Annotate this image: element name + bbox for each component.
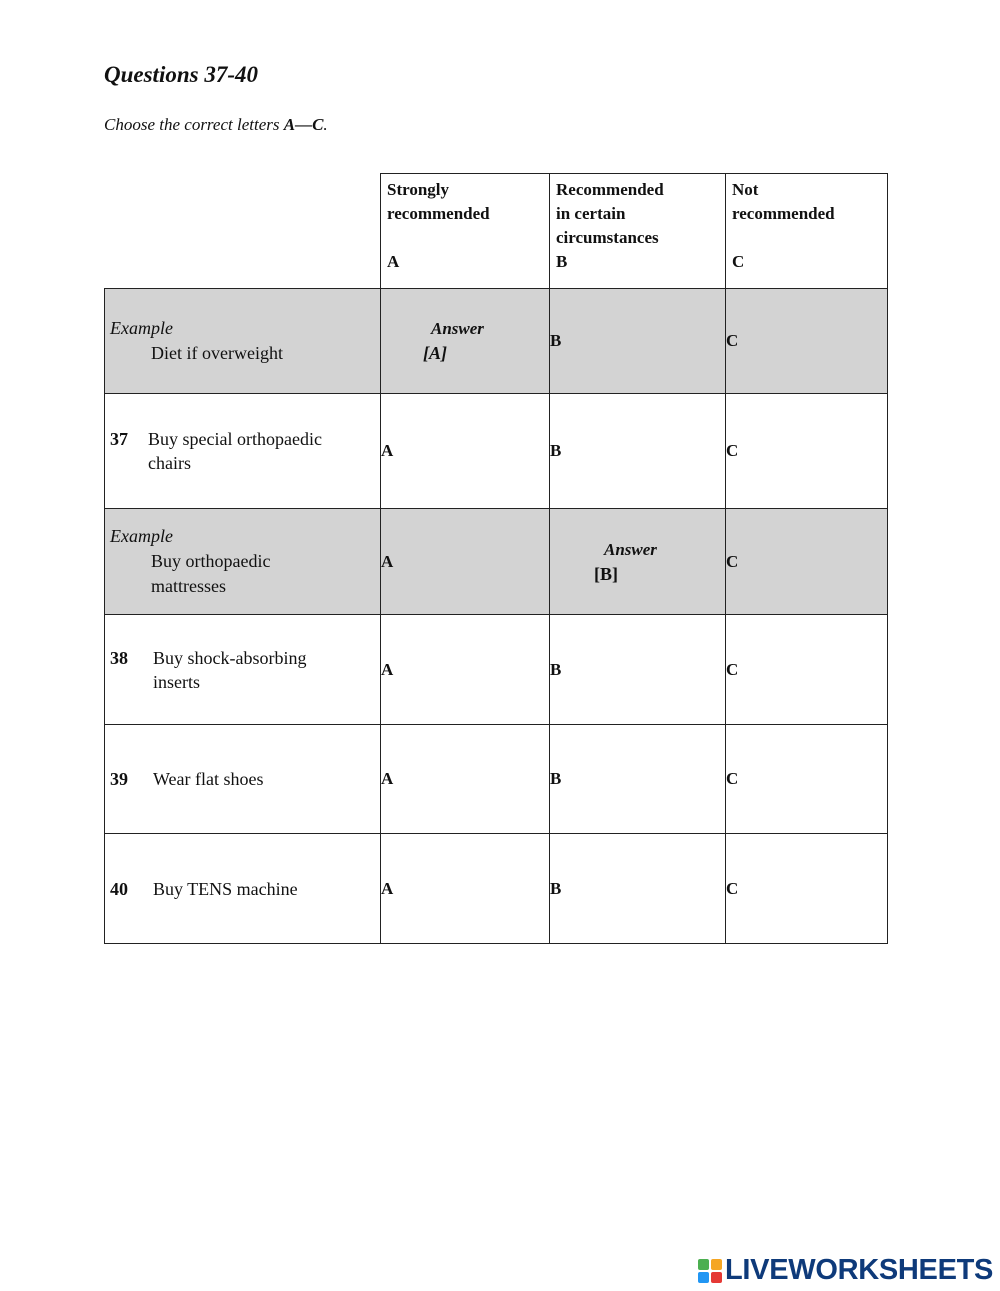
question-37-line-1: Buy special orthopaedic [148,429,322,449]
question-37-option-b[interactable]: B [550,394,726,509]
question-39-option-b[interactable]: B [550,725,726,834]
question-38-option-c[interactable]: C [726,615,888,725]
page-title: Questions 37-40 [104,62,258,87]
instruction-prefix: Choose the correct letters [104,115,284,134]
example-1-text: Diet if overweight [151,343,283,363]
header-blank-cell [105,174,381,289]
example-1-statement [105,289,381,394]
question-37-option-c[interactable]: C [726,394,888,509]
question-39-statement [105,725,381,834]
question-37-option-a[interactable]: A [381,394,550,509]
column-header-c [726,174,888,289]
question-38-statement [105,615,381,725]
answer-word: Answer [604,539,657,559]
column-a-line-1: Strongly [387,180,450,199]
question-40-option-a[interactable]: A [381,834,550,944]
instruction-range: A—C [283,115,324,134]
header-row [105,174,888,289]
question-number: 39 [110,769,128,789]
instruction-text [104,115,328,135]
column-b-line-3: circumstances [556,228,659,247]
column-a-line-2: recommended [387,204,490,223]
column-a-letter: A [387,252,400,271]
question-row-38 [105,615,888,725]
question-row-39 [105,725,888,834]
liveworksheets-logo [698,1254,993,1287]
example-1-answer-cell [381,289,550,394]
question-row-37 [105,394,888,509]
logo-block [698,1272,709,1283]
logo-blocks-icon [698,1259,722,1283]
question-38-line-2: inserts [153,671,200,692]
question-37-line-2: chairs [148,453,191,473]
question-39-option-c[interactable]: C [726,725,888,834]
question-40-statement [105,834,381,944]
question-40-option-c[interactable]: C [726,834,888,944]
column-c-letter: C [732,252,745,271]
example-2-option-a: A [381,509,550,615]
answer-word: Answer [431,319,484,338]
question-40-text: Buy TENS machine [153,878,298,899]
example-2-answer-cell [550,509,726,615]
question-39-text: Wear flat shoes [153,769,264,789]
question-38-option-a[interactable]: A [381,615,550,725]
column-a-line-3 [387,226,543,250]
question-number: 40 [110,878,128,899]
question-number: 37 [110,429,128,449]
question-39-option-a[interactable]: A [381,725,550,834]
example-label: Example [110,318,173,338]
logo-block [711,1272,722,1283]
column-b-line-2: in certain [556,204,626,223]
answer-value: [B] [594,563,618,584]
logo-text: LIVEWORKSHEETS [725,1254,994,1286]
question-38-line-1: Buy shock-absorbing [153,647,307,668]
question-row-40 [105,834,888,944]
answer-value: [A] [423,343,447,363]
logo-block [711,1259,722,1270]
logo-block [698,1259,709,1270]
column-b-line-1: Recommended [556,180,664,199]
example-2-line-2: mattresses [151,576,226,596]
example-2-option-c: C [726,509,888,615]
column-c-line-1: Not [732,180,759,199]
column-c-line-2: recommended [732,204,835,223]
question-37-statement [105,394,381,509]
answer-table [104,173,888,944]
question-38-option-b[interactable]: B [550,615,726,725]
column-header-b [550,174,726,289]
question-number: 38 [110,647,128,668]
example-label: Example [110,526,173,546]
question-40-option-b[interactable]: B [550,834,726,944]
instruction-suffix: . [323,115,328,134]
column-b-letter: B [556,252,568,271]
example-row-2 [105,509,888,615]
example-2-line-1: Buy orthopaedic [151,551,271,571]
example-1-option-b: B [550,289,726,394]
example-2-statement [105,509,381,615]
column-c-line-3 [732,226,881,250]
column-header-a [381,174,550,289]
example-1-option-c: C [726,289,888,394]
example-row-1 [105,289,888,394]
